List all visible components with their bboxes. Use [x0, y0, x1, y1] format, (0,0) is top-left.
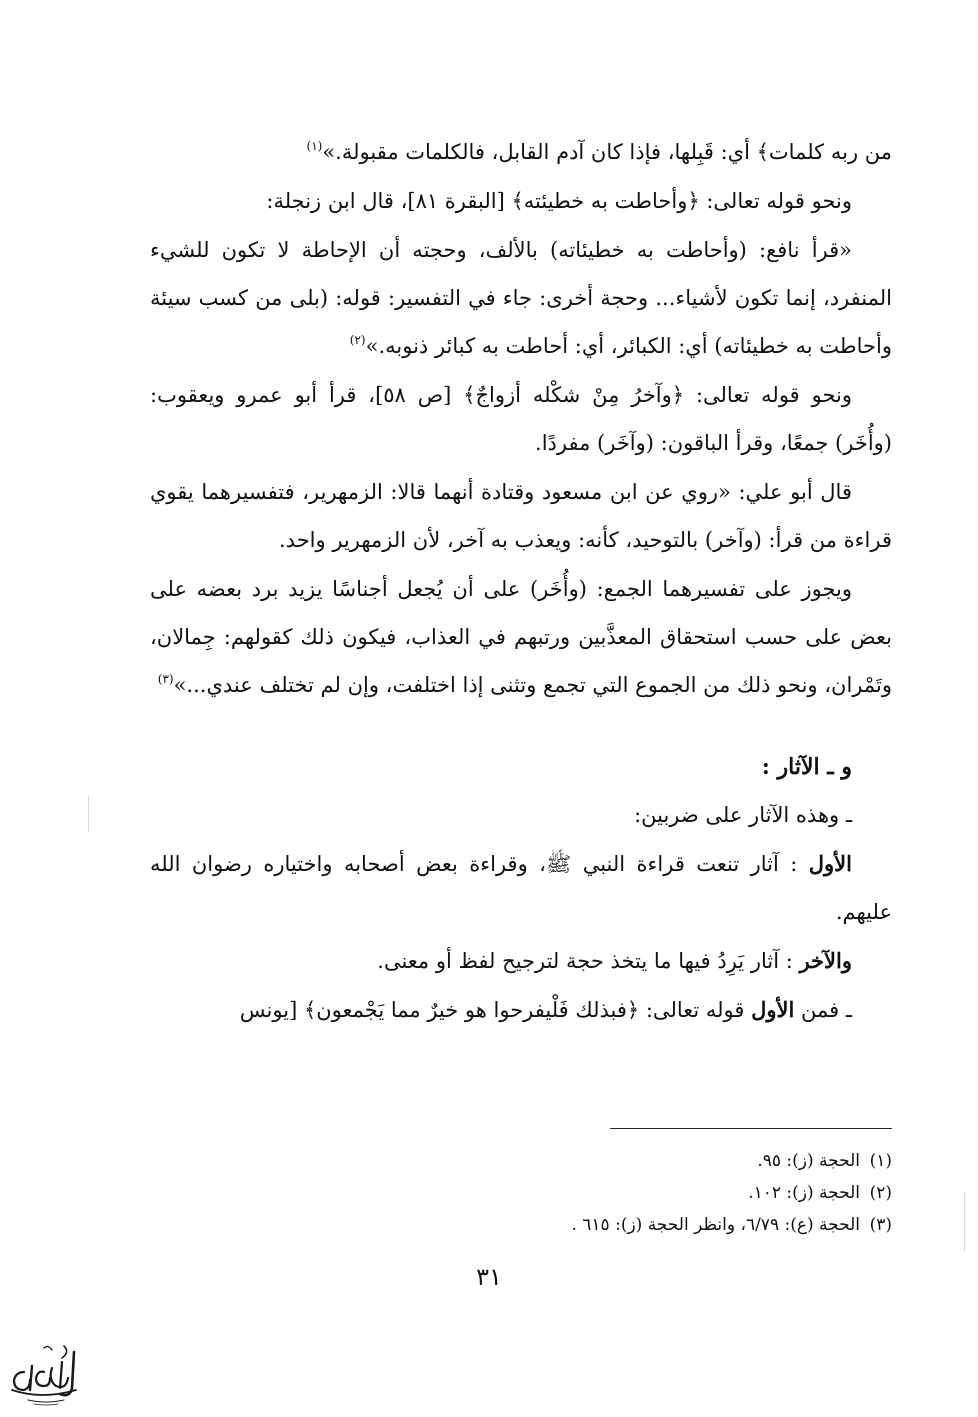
footnote-reference[interactable]: (١): [306, 139, 323, 153]
page-number: ٣١: [476, 1263, 502, 1291]
footnote-reference[interactable]: (٢): [349, 333, 366, 347]
section-heading: [150, 744, 892, 790]
paragraph-text: ـ فمن: [794, 998, 852, 1022]
footnote-text: الحجة (ز): ٩٥.: [757, 1151, 860, 1171]
paragraph-text: «قرأ نافع: (وأحاطت به خطيئاته) بالألف، وحجته أن الإحاطة لا تكون للشيء المنفرد، إنما تكون لأشياء... وحجة أخرى: جاء في التفسير: قوله: (بلى من كسب سيئة وأحاطت به خطيئاته) أي: الكبائر، أي: أحاطت به كبائر ذنوبه.»: [150, 238, 892, 358]
section-gap: [150, 710, 892, 744]
term-label: الأول: [751, 997, 795, 1022]
paragraph-text: ويجوز على تفسيرهما الجمع: (وأُخَر) على أن يُجعل أجناسًا يزيد برد بعضه على بعض على حسب استحقاق المعذَّبين ورتبهم في العذاب، فيكون ذلك كقولهم: جِمالان، وتَمْران، ونحو ذلك من الجموع التي تجمع وتثنى إذا اختلفت، وإن لم تختلف عندي...»: [150, 577, 892, 697]
paragraph-text: : آثار تنعت قراءة النبي ﷺ، وقراءة بعض أصحابه واختياره رضوان الله عليهم.: [150, 852, 892, 924]
paragraph-text: ونحو قوله تعالى: ﴿وآخرُ مِنْ شكْله أزواجٌ﴾ [ص ٥٨]، قرأ أبو عمرو ويعقوب: (وأُخَر) جمعًا، وقرأ الباقون: (وآخَر) مفردًا.: [150, 383, 892, 455]
paragraph-text: ـ وهذه الآثار على ضربين:: [634, 803, 852, 827]
section-heading-text: و ـ الآثار :: [761, 754, 852, 780]
footnote-item: [150, 1209, 892, 1241]
paragraph: [150, 177, 892, 225]
paragraph-text: من ربه كلمات﴾ أي: قَبِلها، فإذا كان آدم القابل، فالكلمات مقبولة.»: [322, 140, 892, 164]
crop-mark-left: [88, 796, 89, 832]
footnote-item: [150, 1145, 892, 1177]
footnote-number: (٢): [869, 1183, 892, 1203]
paragraph: [150, 565, 892, 709]
term-label: الأول: [808, 851, 852, 876]
footnote-number: (١): [869, 1151, 892, 1171]
crop-mark-right: [964, 1192, 965, 1252]
paragraph: [150, 226, 892, 370]
footnote-item: [150, 1177, 892, 1209]
term-label: والآخر: [799, 948, 852, 973]
main-text-block: [150, 128, 892, 1035]
footnote-separator: [610, 1128, 892, 1129]
paragraph: [150, 791, 892, 839]
paragraph-text: قال أبو علي: «روي عن ابن مسعود وقتادة أنهما قالا: الزمهرير، فتفسيرهما يقوي قراءة من قرأ: (وآخر) بالتوحيد، كأنه: ويعذب به آخر، لأن الزمهرير واحد.: [150, 480, 892, 552]
paragraph: [150, 840, 892, 936]
paragraph: [150, 986, 892, 1034]
footnote-text: الحجة (ع): ٦/٧٩، وانظر الحجة (ز): ٦١٥ .: [571, 1215, 860, 1235]
paragraph-text: قوله تعالى: ﴿فبذلك فَلْيفرحوا هو خيرٌ مما يَجْمعون﴾ [يونس: [239, 998, 752, 1022]
footnote-number: (٣): [869, 1215, 892, 1235]
paragraph-text: ونحو قوله تعالى: ﴿وأحاطت به خطيئته﴾ [البقرة ٨١]، قال ابن زنجلة:: [266, 189, 852, 213]
paragraph-text: : آثار يَرِدُ فيها ما يتخذ حجة لترجيح لفظ أو معنى.: [377, 949, 800, 973]
footnotes: [150, 1145, 892, 1241]
paragraph: [150, 128, 892, 176]
paragraph: [150, 468, 892, 564]
paragraph: [150, 371, 892, 467]
paragraph: [150, 937, 892, 985]
footnote-text: الحجة (ز): ١٠٢.: [748, 1183, 860, 1203]
footnote-reference[interactable]: (٣): [157, 672, 174, 686]
calligraphic-stamp-logo: [4, 1338, 82, 1410]
